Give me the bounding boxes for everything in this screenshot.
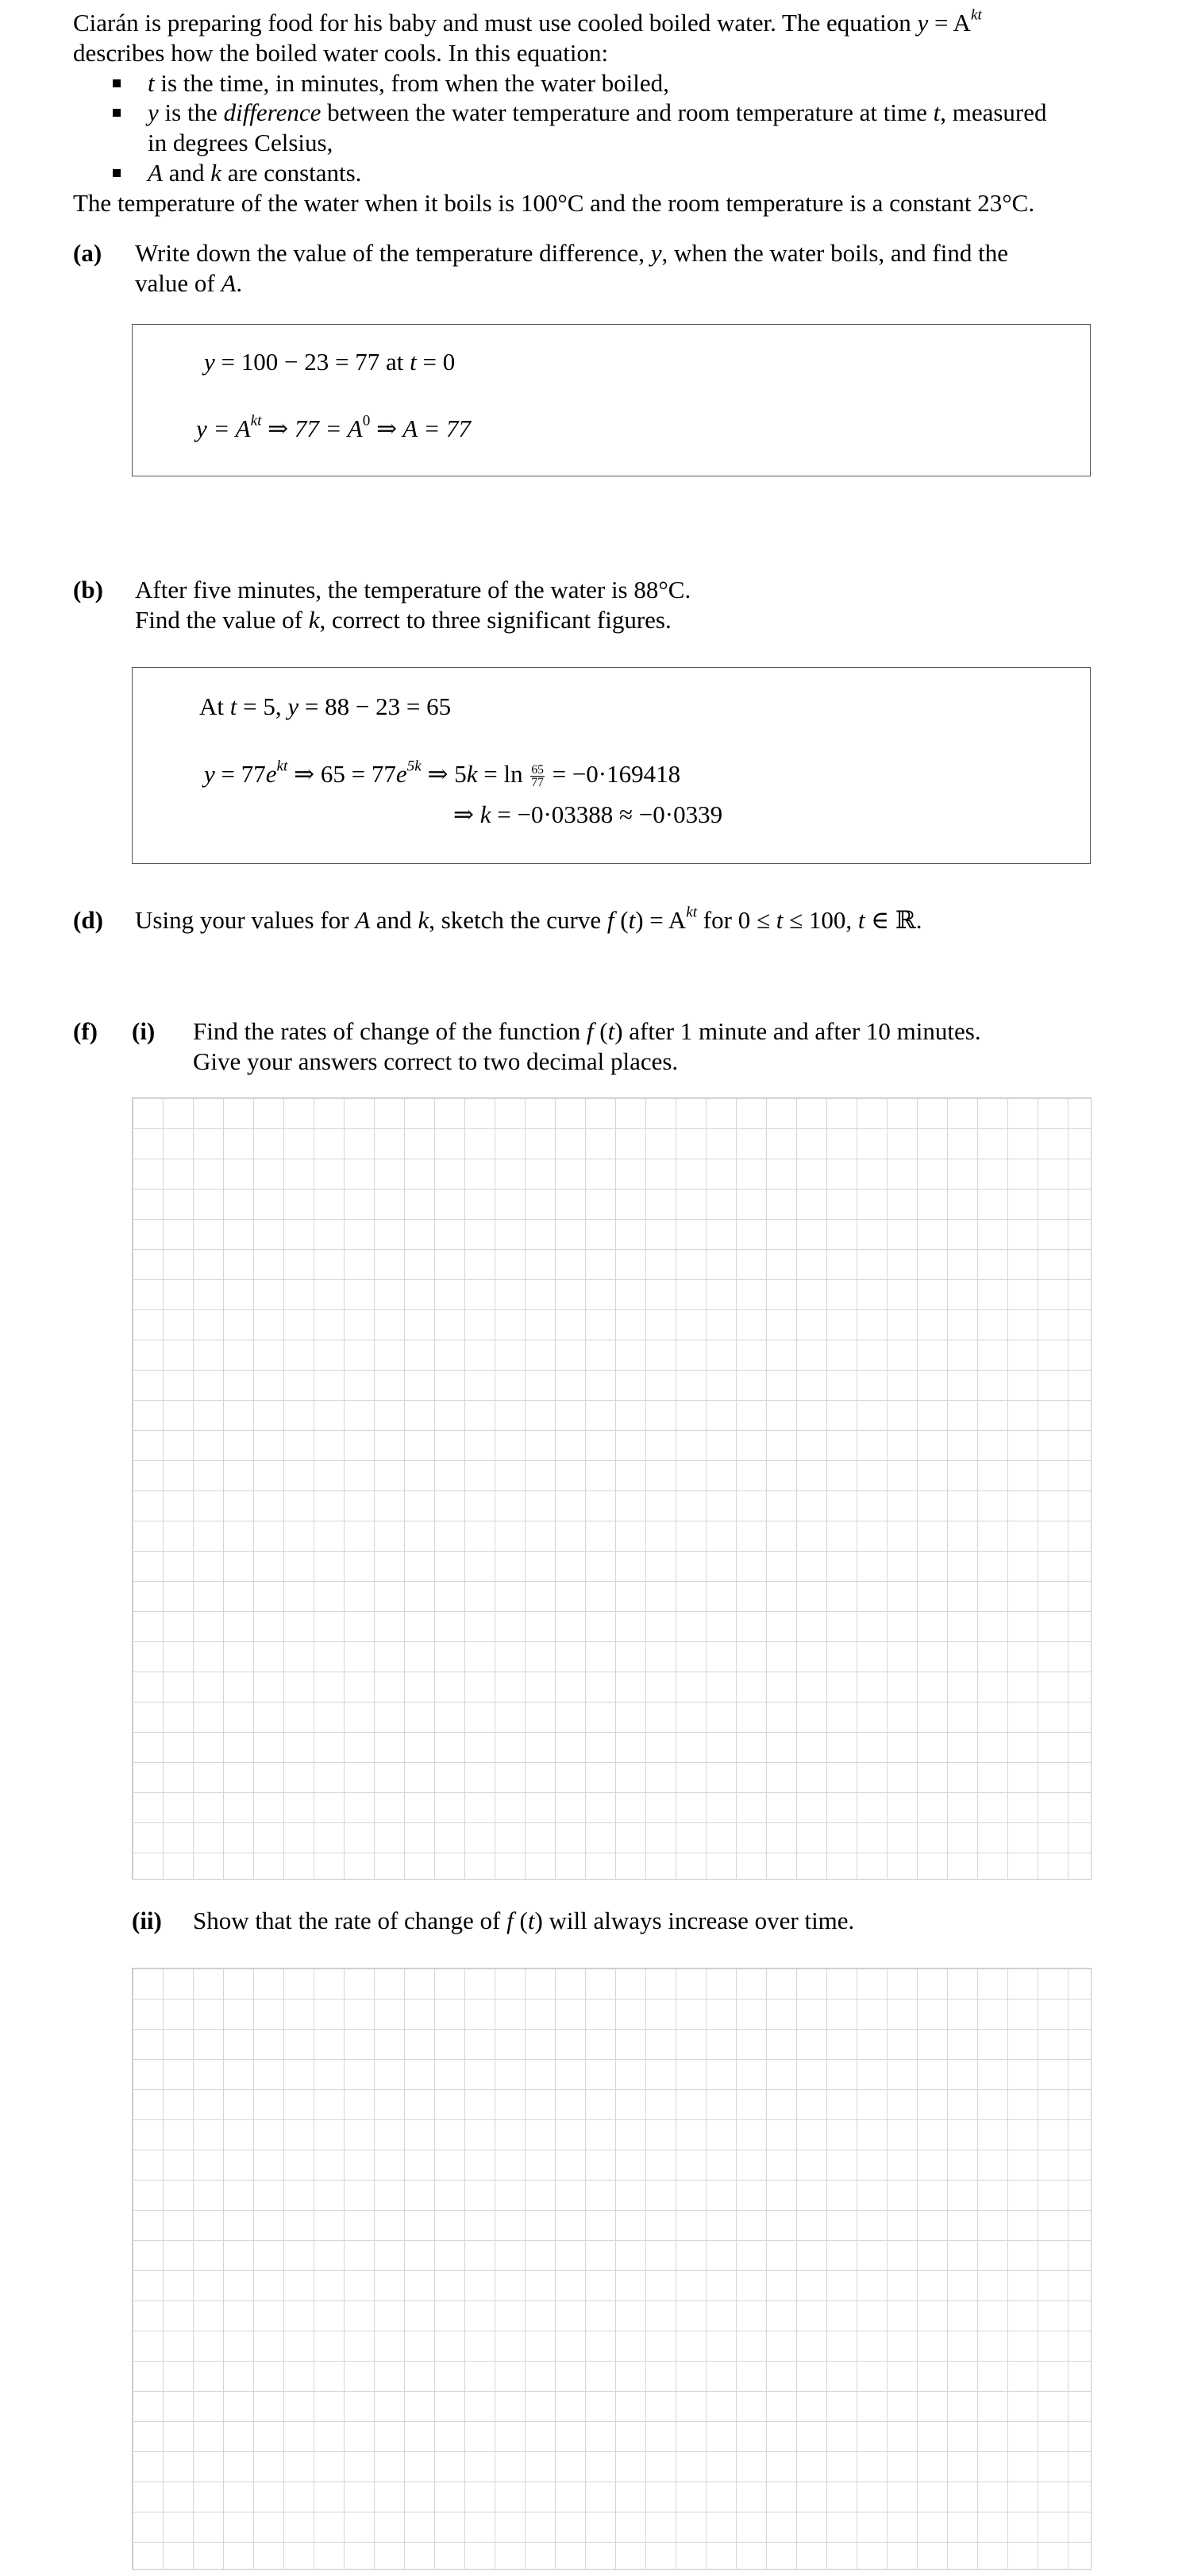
part-f-ii-label: (ii) [132,1907,162,1934]
part-b-answer-line-2: $y = 77e^{kt}$ ⇒ $65 = 77e^{5k}$ ⇒ 5k = ln $\frac{65}{77}$ = −0·169418 [204,758,681,790]
bullet-y: y is the difference between the water temperature and room temperature at time t, measured in degrees Celsius, [73,98,1137,158]
part-a-answer-line-1: y = 100 − 23 = 77 at t = 0 [204,348,456,376]
part-a-label: (a) [73,239,102,267]
part-d-question: Using your values for A and k, sketch the curve f $(t) = A^{kt}$ for 0 ≤ t ≤ 100, t ∈ ℝ. [135,904,922,934]
bullet-constants: A and k are constants. [73,158,1137,188]
answer-grid-f-i[interactable] [132,1097,1092,1880]
answer-grid-f-ii[interactable] [132,1968,1092,2570]
intro-line-2: describes how the boiled water cools. In this equation: [73,38,609,67]
part-f-ii-question: Show that the rate of change of f (t) will always increase over time. [193,1907,855,1934]
part-f-i-label: (i) [132,1017,156,1045]
part-a-question: Write down the value of the temperature difference, y, when the water boils, and find the value of A. [135,239,1008,297]
part-f-i-question: Find the rates of change of the function f (t) after 1 minute and after 10 minutes. Give your answers correct to two decimal places. [193,1017,981,1075]
part-b-answer-box [132,667,1091,864]
part-b-answer-line-3: ⇒ k = −0·03388 ≈ −0·0339 [453,800,723,828]
intro-line-1: Ciarán is preparing food for his baby and must use cooled boiled water. The equation $y = A^{kt}$ [73,6,982,37]
part-d-label: (d) [73,906,103,934]
part-a-answer-line-2: $y = A^{kt}$ ⇒ $77 = A^0$ ⇒ A = 77 [196,412,472,442]
question-intro [73,8,1137,218]
part-a-answer-box [132,324,1091,476]
bullet-t: t is the time, in minutes, from when the water boiled, [73,68,1137,98]
part-b-question: After five minutes, the temperature of the water is 88°C. Find the value of k, correct to three significant figures. [135,576,691,634]
fraction-65-over-77: $\frac{65}{77}$ [531,762,544,790]
part-b-label: (b) [73,576,103,604]
variable-list [73,68,1137,188]
intro-closing: The temperature of the water when it boils is 100°C and the room temperature is a constant 23°C. [73,188,1035,217]
part-b-answer-line-1: At t = 5, y = 88 − 23 = 65 [199,692,452,720]
part-f-label: (f) [73,1017,98,1045]
